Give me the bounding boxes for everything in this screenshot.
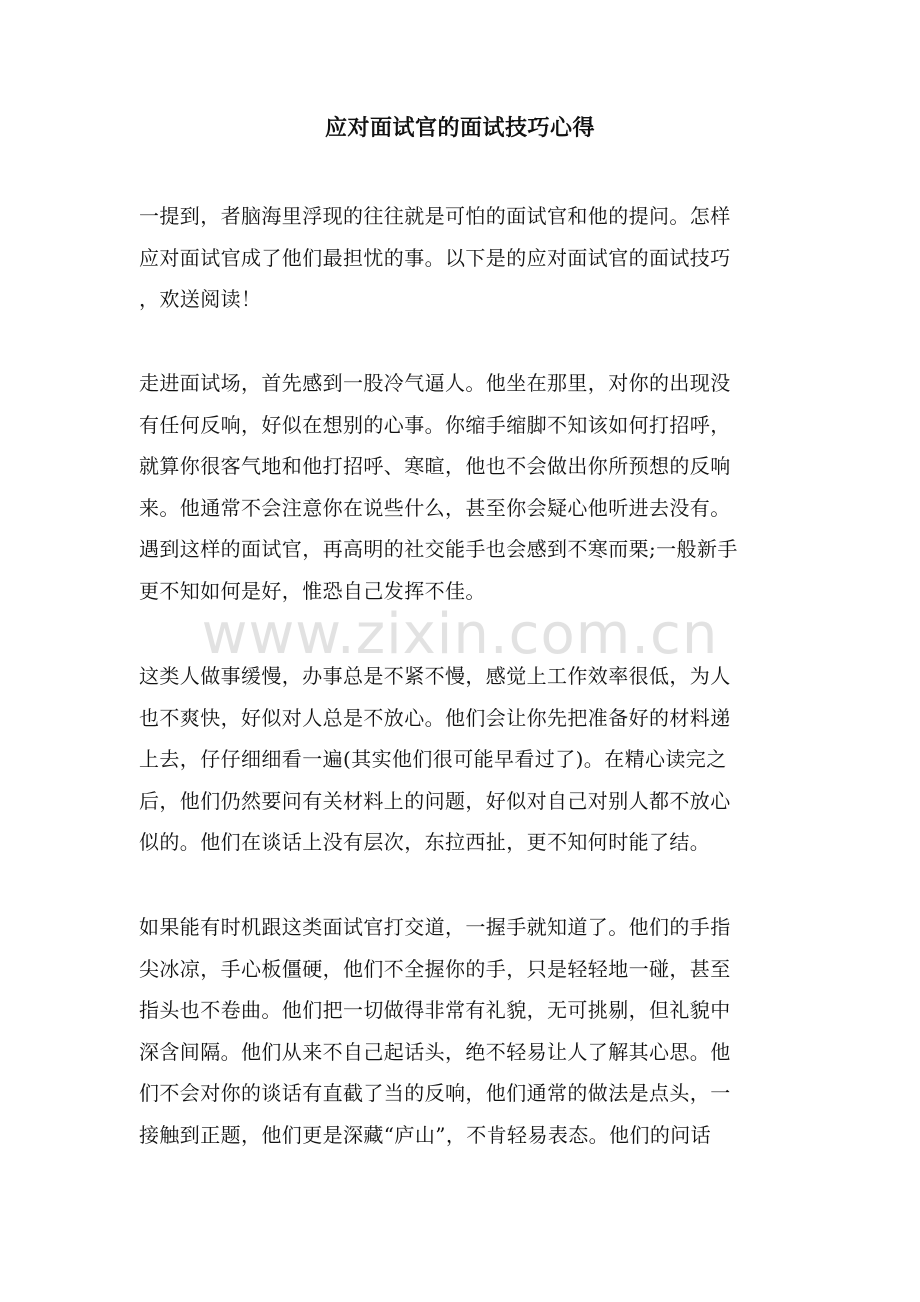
- paragraph-line: 来。他通常不会注意你在说些什么，甚至你会疑心他听进去没有。: [139, 495, 731, 520]
- paragraph-line: 如果能有时机跟这类面试官打交道，一握手就知道了。他们的手指: [139, 915, 731, 939]
- paragraph-line: 尖冰凉，手心板僵硬，他们不全握你的手，只是轻轻地一碰，甚至: [139, 956, 731, 981]
- paragraph-line: 上去，仔仔细细看一遍(其实他们很可能早看过了)。在精心读完之: [139, 747, 727, 771]
- paragraph-line: 们不会对你的谈话有直截了当的反响，他们通常的做法是点头，一: [139, 1081, 731, 1105]
- document-title: 应对面试官的面试技巧心得: [324, 116, 595, 141]
- paragraph-line: 更不知如何是好，惟恐自己发挥不佳。: [139, 578, 486, 603]
- paragraph-line: 深含间隔。他们从来不自己起话头，绝不轻易让人了解其心思。他: [139, 1039, 731, 1064]
- paragraph-line: 后，他们仍然要问有关材料上的问题，好似对自己对别人都不放心: [139, 788, 731, 813]
- paragraph-line: 就算你很客气地和他打招呼、寒暄，他也不会做出你所预想的反响: [139, 454, 731, 478]
- paragraph-4: [139, 907, 779, 1156]
- paragraph-line: 应对面试官成了他们最担忧的事。以下是的应对面试官的面试技巧: [139, 245, 731, 270]
- paragraph-line: 接触到正题，他们更是深藏“庐山”，不肯轻易表态。他们的问话: [139, 1122, 712, 1147]
- paragraph-line: 有任何反响，好似在想别的心事。你缩手缩脚不知该如何打招呼，: [139, 412, 731, 437]
- paragraph-line: ，欢送阅读！: [139, 287, 262, 311]
- paragraph-line: 似的。他们在谈话上没有层次，东拉西扯，更不知何时能了结。: [139, 830, 711, 854]
- paragraph-line: 这类人做事缓慢，办事总是不紧不慢，感觉上工作效率很低，为人: [139, 664, 731, 688]
- paragraph-line: 走进面试场，首先感到一股冷气逼人。他坐在那里，对你的出现没: [139, 371, 731, 395]
- paragraph-line: 也不爽快，好似对人总是不放心。他们会让你先把准备好的材料递: [139, 705, 731, 730]
- paragraph-1: [139, 196, 779, 321]
- paragraph-3: [139, 656, 779, 864]
- paragraph-line: 一提到，者脑海里浮现的往往就是可怕的面试官和他的提问。怎样: [139, 204, 731, 228]
- paragraph-line: 指头也不卷曲。他们把一切做得非常有礼貌，无可挑剔，但礼貌中: [139, 998, 731, 1022]
- paragraph-line: 遇到这样的面试官，再高明的社交能手也会感到不寒而栗;一般新手: [139, 537, 738, 561]
- watermark-text: www.zixin.com.cn: [201, 602, 719, 667]
- paragraph-2: [139, 363, 779, 612]
